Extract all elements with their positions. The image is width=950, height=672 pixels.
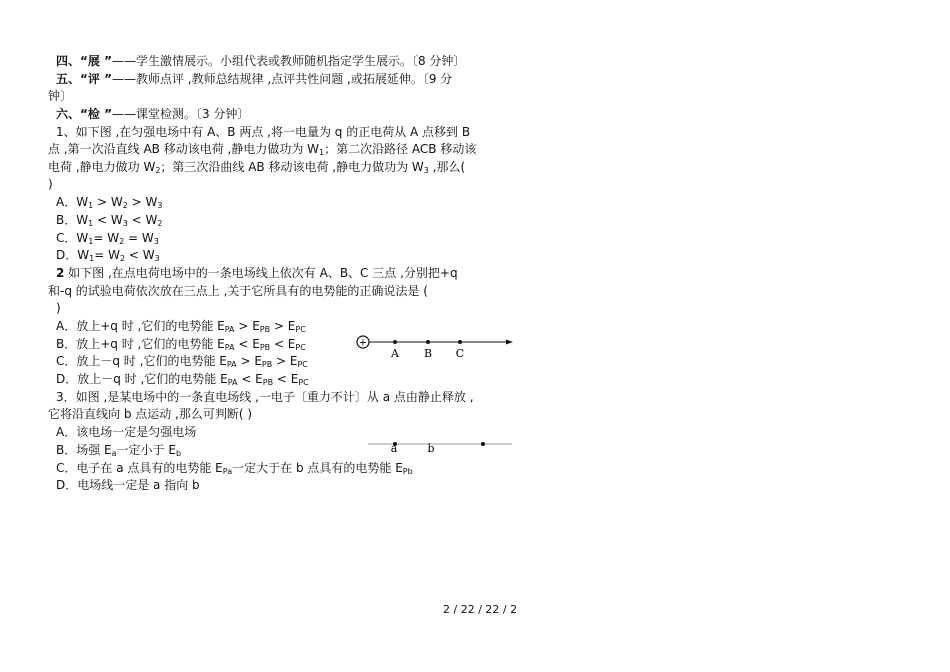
q3-stem-line-2: 它将沿直线向 b 点运动 ,那么可判断( )	[48, 407, 253, 421]
option-text: A．W	[56, 195, 89, 209]
q1-sub: 1	[319, 148, 325, 157]
option-sub: Pb	[402, 467, 413, 476]
point-b-dot	[481, 442, 485, 446]
section-4-number: 四、	[56, 54, 81, 68]
option-text: = W	[124, 231, 154, 245]
q3-option-a: A．该电场一定是匀强电场	[56, 425, 197, 439]
point-b-label: B	[423, 347, 433, 360]
q2-number: 2	[56, 266, 65, 280]
q1-stem-line-2	[48, 141, 477, 157]
option-sub: 2	[122, 201, 128, 210]
section-6-title: “检 ”	[80, 107, 112, 121]
option-sub: b	[175, 449, 182, 458]
option-text: C．W	[56, 231, 89, 245]
q2-stem-line-1	[56, 265, 476, 281]
option-sub: 1	[88, 219, 94, 228]
section-5-text: ——教师点评 ,教师总结规律 ,点评共性问题 ,或拓展延伸。〔9 分	[111, 72, 453, 86]
q1-sub: 3	[423, 166, 429, 175]
option-sub: PC	[297, 360, 308, 369]
q3-stem-line-1: 3．如图 ,是某电场中的一条直电场线 ,一电子〔重力不计〕从 a 点由静止释放 ,	[56, 390, 474, 404]
option-text: > E	[234, 319, 260, 333]
option-text: > E	[236, 354, 262, 368]
point-a-label: A	[391, 347, 399, 360]
q1-stem-line-1: 1、如下图 ,在匀强电场中有 A、B 两点 ,将一电量为 q 的正电荷从 A 点移到 B	[56, 125, 471, 139]
option-sub: PA	[227, 378, 238, 387]
option-sub: 3	[154, 254, 160, 263]
q3-field-line-figure	[366, 436, 516, 458]
section-5-continuation: 钟〕	[48, 89, 73, 103]
point-c-dot	[458, 340, 462, 344]
point-a-dot	[393, 340, 397, 344]
option-text: > W	[93, 195, 123, 209]
q2-option-d	[56, 371, 476, 387]
option-text: A．放上+q 时 ,它们的电势能 E	[56, 319, 225, 333]
option-sub: PB	[261, 360, 273, 369]
option-text: < W	[93, 213, 123, 227]
option-sub: 1	[89, 254, 95, 263]
section-5-line	[56, 71, 476, 87]
option-sub: Pa	[222, 467, 233, 476]
option-sub: 2	[119, 254, 126, 263]
option-text: < W	[127, 213, 158, 227]
section-5-number: 五、	[56, 72, 81, 86]
option-sub: PC	[295, 325, 306, 334]
q2-stem-line-3: )	[56, 301, 61, 315]
q1-option-b	[56, 212, 476, 228]
q1-stem-line-4: )	[48, 177, 53, 191]
option-text: B．放上+q 时 ,它们的电势能 E	[56, 337, 225, 351]
option-text: 一定大于在 b 点具有的电势能 E	[232, 461, 403, 475]
section-6-text: ——课堂检测。〔3 分钟〕	[111, 107, 250, 121]
section-4-line	[56, 53, 476, 69]
page-number-footer: 2 / 22 / 22 / 2	[443, 603, 518, 616]
q1-option-c	[56, 230, 476, 246]
section-5-title: “评 ”	[80, 72, 112, 86]
q3-option-c	[56, 460, 476, 476]
option-text: = W	[93, 231, 120, 245]
q1-text: ；第三次沿曲线 AB 移动该电荷 ,静电力做功为 W	[160, 160, 424, 174]
option-text: < E	[237, 372, 263, 386]
option-sub: 3	[153, 237, 159, 246]
q3-option-d: D．电场线一定是 a 指向 b	[56, 478, 200, 492]
section-4-text: ——学生激情展示。小组代表或教师随机指定学生展示。〔8 分钟〕	[111, 54, 466, 68]
option-text: B．场强 E	[56, 443, 112, 457]
option-text: = W	[94, 248, 120, 262]
option-text: C．电子在 a 点具有的电势能 E	[56, 461, 223, 475]
point-c-label: C	[455, 347, 465, 360]
option-text: < E	[270, 337, 296, 351]
option-sub: a	[111, 449, 117, 458]
option-text: 一定小于 E	[116, 443, 176, 457]
q2-stem-line-2: 和-q 的试验电荷依次放在三点上 ,关于它所具有的电势能的正确说法是 (	[48, 284, 428, 298]
q1-option-d	[56, 247, 476, 263]
q1-text: ；第二次沿路径 ACB 移动该	[324, 142, 477, 156]
option-sub: 1	[88, 201, 94, 210]
option-text: > E	[272, 354, 298, 368]
option-sub: 1	[88, 237, 94, 246]
q1-sub: 2	[155, 166, 161, 175]
option-sub: PC	[295, 343, 306, 352]
section-6-line	[56, 106, 476, 122]
section-4-title: “展 ”	[80, 54, 112, 68]
point-b-dot	[426, 340, 430, 344]
charge-sign: +	[358, 337, 368, 349]
option-sub: PC	[298, 378, 309, 387]
q1-option-a	[56, 194, 476, 210]
option-sub: PB	[259, 343, 271, 352]
q1-text: 点 ,第一次沿直线 AB 移动该电荷 ,静电力做功为 W	[48, 142, 320, 156]
option-sub: 3	[122, 219, 128, 228]
field-line-arrowhead	[506, 340, 513, 345]
option-text: < E	[234, 337, 260, 351]
q1-text: ,那么(	[428, 160, 466, 174]
option-text: C．放上－q 时 ,它们的电势能 E	[56, 354, 227, 368]
option-sub: 2	[157, 219, 163, 228]
option-sub: 2	[119, 237, 125, 246]
option-text: > E	[270, 319, 296, 333]
option-text: D．W	[56, 248, 90, 262]
option-text: < W	[125, 248, 155, 262]
option-sub: PB	[259, 325, 271, 334]
option-text: D．放上－q 时 ,它们的电势能 E	[56, 372, 228, 386]
option-text: B．W	[56, 213, 89, 227]
option-sub: 3	[157, 201, 163, 210]
option-sub: PB	[262, 378, 274, 387]
option-sub: PA	[224, 343, 235, 352]
q2-field-line-figure	[350, 330, 520, 364]
option-sub: PA	[224, 325, 235, 334]
q1-stem-line-3	[48, 159, 468, 175]
option-sub: PA	[226, 360, 237, 369]
q1-text: 电荷 ,静电力做功 W	[48, 160, 156, 174]
option-text: < E	[273, 372, 299, 386]
q2-text: 如下图 ,在点电荷电场中的一条电场线上依次有 A、B、C 三点 ,分别把+q	[64, 266, 458, 280]
point-a-label: a	[390, 442, 398, 455]
option-text: > W	[127, 195, 158, 209]
section-6-number: 六、	[56, 107, 81, 121]
point-b-label: b	[427, 442, 435, 455]
